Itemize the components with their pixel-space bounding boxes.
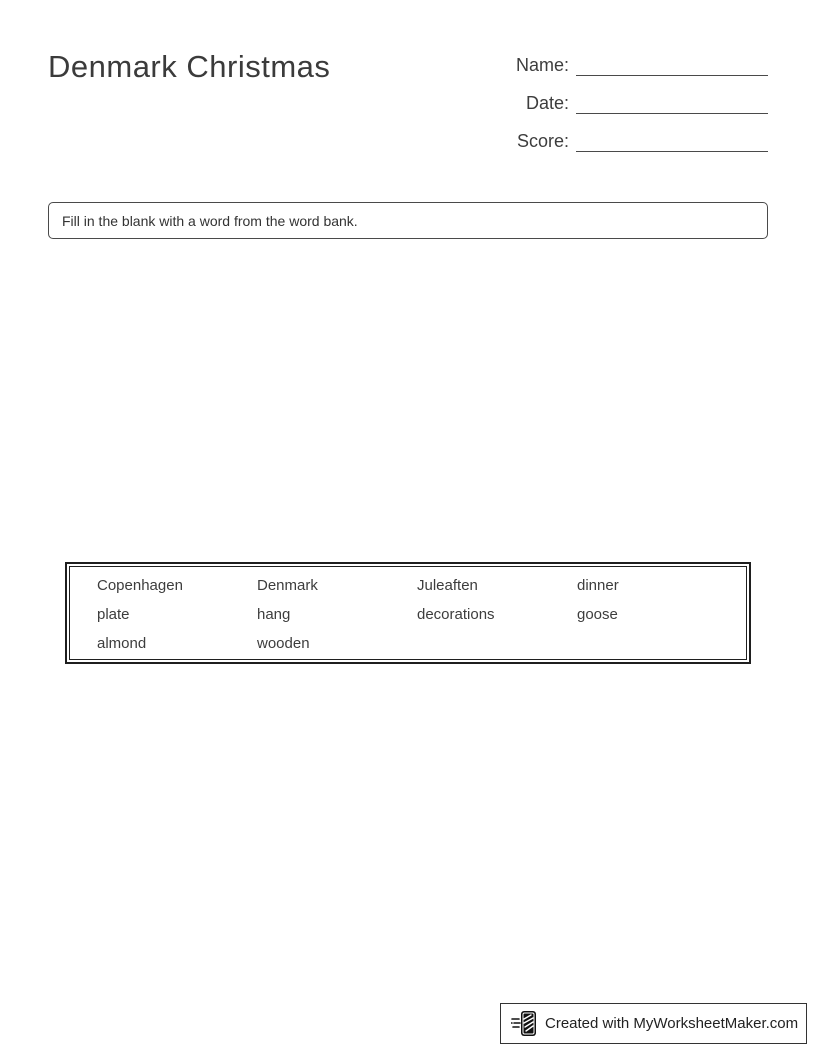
instruction-text: Fill in the blank with a word from the word bank.	[62, 212, 358, 229]
header-fields	[516, 52, 768, 166]
footer-credit-text: Created with MyWorksheetMaker.com	[545, 1015, 799, 1032]
word-bank-item: almond	[97, 635, 147, 652]
page-title: Denmark Christmas	[48, 49, 331, 84]
word-bank-item: Juleaften	[417, 577, 478, 594]
word-bank	[65, 562, 751, 664]
word-bank-item: Copenhagen	[97, 577, 183, 594]
word-bank-grid	[69, 566, 747, 660]
word-bank-item: hang	[257, 606, 291, 623]
word-bank-item: plate	[97, 606, 130, 623]
word-bank-item: wooden	[257, 635, 310, 652]
instruction-box	[48, 202, 768, 239]
footer-credit-box	[500, 1003, 807, 1044]
word-bank-item: dinner	[577, 577, 619, 594]
score-blank-line[interactable]	[576, 128, 768, 152]
worksheet-maker-logo-icon	[511, 1009, 538, 1038]
score-label: Score:	[516, 131, 569, 151]
word-bank-item: Denmark	[257, 577, 318, 594]
name-label: Name:	[515, 55, 569, 75]
name-blank-line[interactable]	[576, 52, 768, 76]
name-field-row	[516, 52, 768, 76]
date-field-row	[516, 90, 768, 114]
word-bank-item: decorations	[417, 606, 495, 623]
score-field-row	[516, 128, 768, 152]
date-label: Date:	[525, 93, 569, 113]
date-blank-line[interactable]	[576, 90, 768, 114]
word-bank-item: goose	[577, 606, 618, 623]
